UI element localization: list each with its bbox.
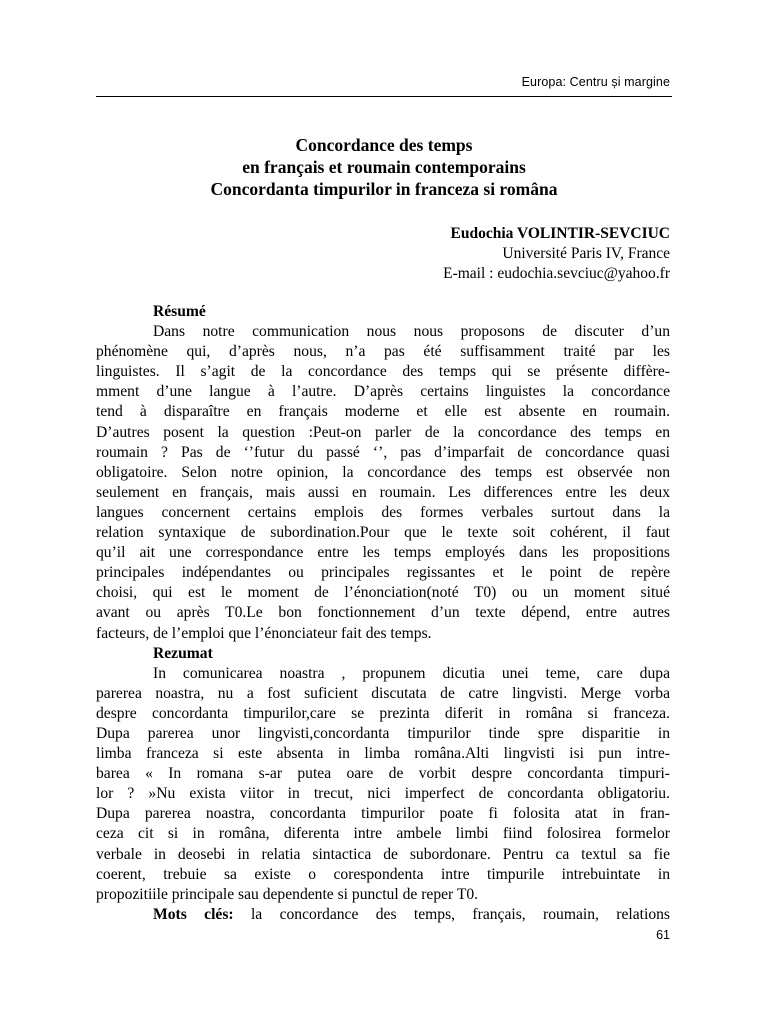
author-name: Eudochia VOLINTIR-SEVCIUC (450, 225, 670, 242)
text-line: principales indépendantes ou principales regissantes et le point de repère (96, 564, 670, 582)
text-line: linguistes. Il s’agit de la concordance des temps qui se présente diffère- (96, 363, 670, 381)
author-block (270, 224, 670, 284)
resume-paragraph (96, 322, 670, 644)
text-line: choisi, qui est le moment de l’énonciation(noté T0) ou un moment situé (96, 584, 670, 602)
text-line: coerent, trebuie sa existe o corespondenta intre timpurile intrebuintate in (96, 865, 670, 883)
text-line: Dupa parerea noastra, concordanta timpurilor poate fi folosita atat in fran- (96, 805, 670, 823)
text-line: langues concernent certains emplois des formes verbales surtout dans la (96, 503, 670, 521)
text-line: In comunicarea noastra , propunem dicutia unei teme, care dupa (153, 664, 670, 682)
text-line: phénomène qui, d’après nous, n’a pas été suffisamment traité par les (96, 343, 670, 361)
text-line: verbale in deosebi in relatia sintactica de subordonare. Pentru ca textul sa fie (96, 845, 670, 863)
keywords-label: Mots clés: (153, 905, 234, 923)
text-line: despre concordanta timpurilor,care se prezinta diferit in româna si franceza. (96, 704, 670, 722)
text-line: facteurs, de l’emploi que l’énonciateur fait des temps. (96, 624, 432, 642)
text-line: roumain ? Pas de ‘’futur du passé ‘’, pas d’imparfait de concordance quasi (96, 443, 670, 461)
text-line: obligatoire. Selon notre opinion, la concordance des temps est observée non (96, 463, 670, 481)
text-line: limba franceza si este absenta in limba româna.Alti lingvisti isi pun intre- (96, 745, 670, 763)
text-line: propozitiile principale sau dependente si punctul de reper T0. (96, 885, 479, 903)
running-head: Europa: Centru și margine (521, 75, 670, 89)
text-line: seulement en français, mais aussi en roumain. Les differences entre les deux (96, 483, 670, 501)
text-line: ceza cit si in româna, diferenta intre ambele limbi fiind folosirea formelor (96, 825, 670, 843)
abstract-body (96, 302, 670, 925)
keywords-line (96, 905, 670, 925)
text-line: D’autres posent la question :Peut-on parler de la concordance des temps en (96, 423, 670, 441)
text-line: relation syntaxique de subordination.Pour que le texte soit cohérent, il faut (96, 524, 670, 542)
author-affiliation: Université Paris IV, France (502, 245, 670, 262)
header-rule (96, 96, 672, 97)
text-line: barea « In romana s-ar putea oare de vorbit despre concordanta timpuri- (96, 765, 670, 783)
title-line: en français et roumain contemporains (242, 157, 526, 177)
article-title (96, 134, 672, 200)
title-line: Concordanta timpurilor in franceza si româna (210, 179, 558, 199)
text-line: Dans notre communication nous nous proposons de discuter d’un (153, 323, 670, 341)
rezumat-heading: Rezumat (153, 644, 213, 662)
page-number: 61 (656, 928, 670, 942)
author-email: E-mail : eudochia.sevciuc@yahoo.fr (443, 265, 670, 282)
text-line: lor ? »Nu exista viitor in trecut, nici imperfect de concordanta obligatoriu. (96, 785, 670, 803)
keywords-text: la concordance des temps, français, roumain, relations (233, 905, 670, 923)
text-line: mment d’une langue à l’autre. D’après certains linguistes la concordance (96, 383, 670, 401)
rezumat-paragraph (96, 664, 670, 905)
text-line: qu’il ait une correspondance entre les temps employés dans les propositions (96, 544, 670, 562)
text-line: avant ou après T0.Le bon fonctionnement d’un texte dépend, entre autres (96, 604, 670, 622)
resume-heading: Résumé (153, 303, 206, 320)
text-line: parerea noastra, nu a fost suficient discutata de catre lingvisti. Merge vorba (96, 684, 670, 702)
title-line: Concordance des temps (295, 135, 473, 155)
text-line: tend à disparaître en français moderne et elle est absente en roumain. (96, 403, 670, 421)
text-line: Dupa parerea unor lingvisti,concordanta timpurilor tinde spre disparitie in (96, 724, 670, 742)
